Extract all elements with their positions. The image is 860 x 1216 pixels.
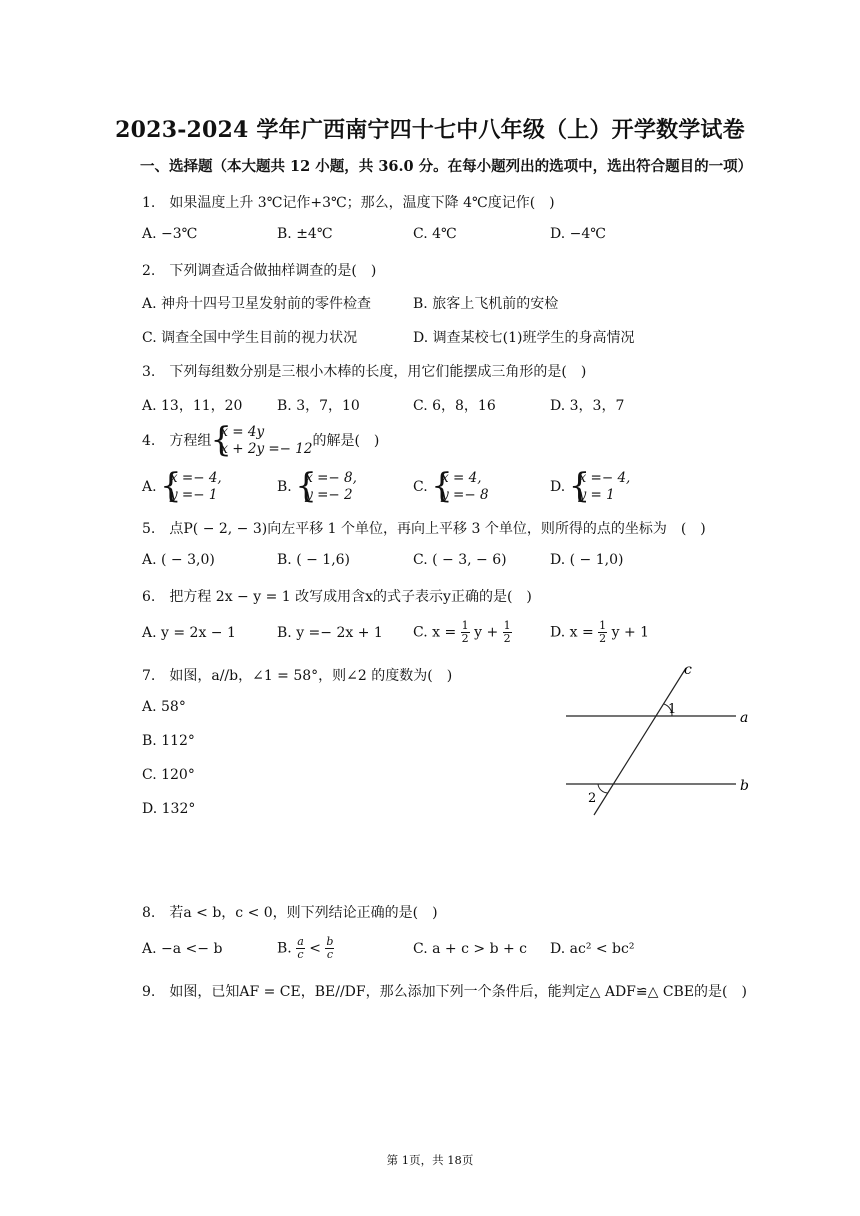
q7-option-a: A. 58° — [142, 699, 186, 715]
parallel-lines-figure — [560, 660, 760, 820]
q8-option-d: D. ac² < bc² — [550, 941, 635, 957]
frac-den: 2 — [599, 632, 607, 645]
q5-option-b: B. ( − 1,6) — [277, 552, 351, 568]
q4-eq1: { x = 4y — [220, 424, 265, 440]
q5-option-a: A. ( − 3,0) — [142, 552, 215, 568]
q2-option-d: D. 调查某校七(1)班学生的身高情况 — [413, 330, 635, 346]
q3-option-b: B. 3，7，10 — [277, 398, 360, 414]
q7-option-b: B. 112° — [142, 733, 195, 749]
q6-d-label: D. x = — [550, 624, 594, 641]
q6-option-b: B. y =− 2x + 1 — [277, 625, 383, 641]
frac-num: b — [326, 935, 334, 948]
q4-b-line1: { x =− 8, — [305, 470, 357, 486]
question-6-stem: 6. 把方程 2x − y = 1 改写成用含x的式子表示y正确的是( ) — [142, 589, 532, 605]
q1-option-c: C. 4℃ — [413, 226, 457, 242]
q8-option-c: C. a + c > b + c — [413, 941, 527, 957]
q6-c-mid: y + — [474, 624, 499, 641]
question-7-stem: 7. 如图，a//b，∠1 = 58°，则∠2 的度数为( ) — [142, 668, 453, 684]
q2-option-c: C. 调查全国中学生目前的视力状况 — [142, 330, 358, 346]
q4-option-b — [277, 470, 357, 504]
q1-option-d: D. −4℃ — [550, 226, 606, 242]
q4-c-line2: y =− 8 — [441, 487, 489, 503]
q1-option-b: B. ±4℃ — [277, 226, 333, 242]
q6-c-fraction-2 — [503, 620, 512, 645]
q4-option-d — [550, 470, 630, 504]
q4-d-label: D. — [550, 479, 566, 495]
q8-option-b — [277, 936, 334, 961]
q6-d-fraction — [598, 620, 607, 645]
question-5-stem: 5. 点P( − 2, − 3)向左平移 1 个单位，再向上平移 3 个单位，则所得的点的坐标为 ( ) — [142, 521, 706, 537]
q4-b-label: B. — [277, 479, 292, 495]
frac-num: 1 — [599, 619, 607, 632]
q8-b-fraction-1 — [296, 936, 305, 961]
question-2-stem: 2. 下列调查适合做抽样调查的是( ) — [142, 263, 377, 279]
q2-option-b: B. 旅客上飞机前的安检 — [413, 296, 559, 312]
q6-c-fraction-1 — [461, 620, 470, 645]
q4-a-line1: { x =− 4, — [170, 470, 222, 486]
label-b: b — [740, 778, 749, 794]
frac-den: 2 — [503, 632, 511, 645]
frac-den: c — [297, 948, 304, 961]
q6-c-label: C. x = — [413, 624, 457, 641]
q4-a-label: A. — [142, 479, 157, 495]
frac-den: 2 — [461, 632, 469, 645]
q8-option-a: A. −a <− b — [142, 941, 223, 957]
question-8-stem: 8. 若a < b，c < 0，则下列结论正确的是( ) — [142, 905, 438, 921]
q4-b-system — [296, 470, 357, 504]
label-2: 2 — [588, 791, 597, 806]
frac-num: 1 — [461, 619, 469, 632]
q8-b-label: B. — [277, 940, 292, 957]
q4-d-system — [570, 470, 631, 504]
frac-num: a — [297, 935, 304, 948]
q6-option-d — [550, 620, 649, 645]
q4-d-line2: y = 1 — [578, 487, 615, 503]
label-1: 1 — [668, 702, 677, 717]
q4-suffix: 的解是( ) — [312, 433, 380, 449]
label-a: a — [740, 710, 749, 726]
q4-eq2: x + 2y =− 12 — [220, 441, 313, 457]
q7-option-d: D. 132° — [142, 801, 196, 817]
question-1-stem: 1. 如果温度上升 3℃记作+3℃；那么，温度下降 4℃度记作( ) — [142, 195, 555, 211]
q7-option-c: C. 120° — [142, 767, 195, 783]
q4-c-line1: { x = 4, — [441, 470, 482, 486]
q4-c-label: C. — [413, 479, 428, 495]
q8-b-lt: < — [309, 940, 321, 957]
q6-d-tail: y + 1 — [611, 624, 650, 641]
question-9-stem: 9. 如图，已知AF = CE，BE//DF，那么添加下列一个条件后，能判定△ ADF≌△ CBE的是( ) — [142, 984, 747, 1000]
q3-option-d: D. 3，3，7 — [550, 398, 625, 414]
frac-num: 1 — [503, 619, 511, 632]
q6-option-c — [413, 620, 512, 645]
q4-d-line1: { x =− 4, — [578, 470, 631, 486]
page-footer: 第 1页，共 18页 — [386, 1153, 474, 1167]
q5-option-d: D. ( − 1,0) — [550, 552, 624, 568]
q3-option-a: A. 13，11，20 — [142, 398, 243, 414]
frac-den: c — [326, 948, 334, 961]
q4-equation-system — [211, 424, 312, 458]
page-title: 2023-2024 学年广西南宁四十七中八年级（上）开学数学试卷 — [115, 117, 745, 143]
q4-a-line2: y =− 1 — [170, 487, 218, 503]
q4-b-line2: y =− 2 — [305, 487, 353, 503]
q3-option-c: C. 6，8，16 — [413, 398, 496, 414]
q5-option-c: C. ( − 3, − 6) — [413, 552, 507, 568]
q4-option-c — [413, 470, 489, 504]
section-heading: 一、选择题（本大题共 12 小题，共 36.0 分。在每小题列出的选项中，选出符合题目的一项） — [140, 158, 753, 175]
q4-option-a — [142, 470, 222, 504]
q4-c-system — [432, 470, 488, 504]
q2-option-a: A. 神舟十四号卫星发射前的零件检查 — [142, 296, 372, 312]
q4-prefix: 4. 方程组 — [142, 433, 212, 449]
question-3-stem: 3. 下列每组数分别是三根小木棒的长度，用它们能摆成三角形的是( ) — [142, 364, 587, 380]
q1-option-a: A. −3℃ — [142, 226, 198, 242]
q8-b-fraction-2 — [325, 936, 334, 961]
label-c: c — [684, 662, 692, 678]
q6-option-a: A. y = 2x − 1 — [142, 625, 236, 641]
angle-2-arc — [598, 784, 608, 793]
question-4-stem — [142, 424, 379, 458]
q4-a-system — [161, 470, 222, 504]
